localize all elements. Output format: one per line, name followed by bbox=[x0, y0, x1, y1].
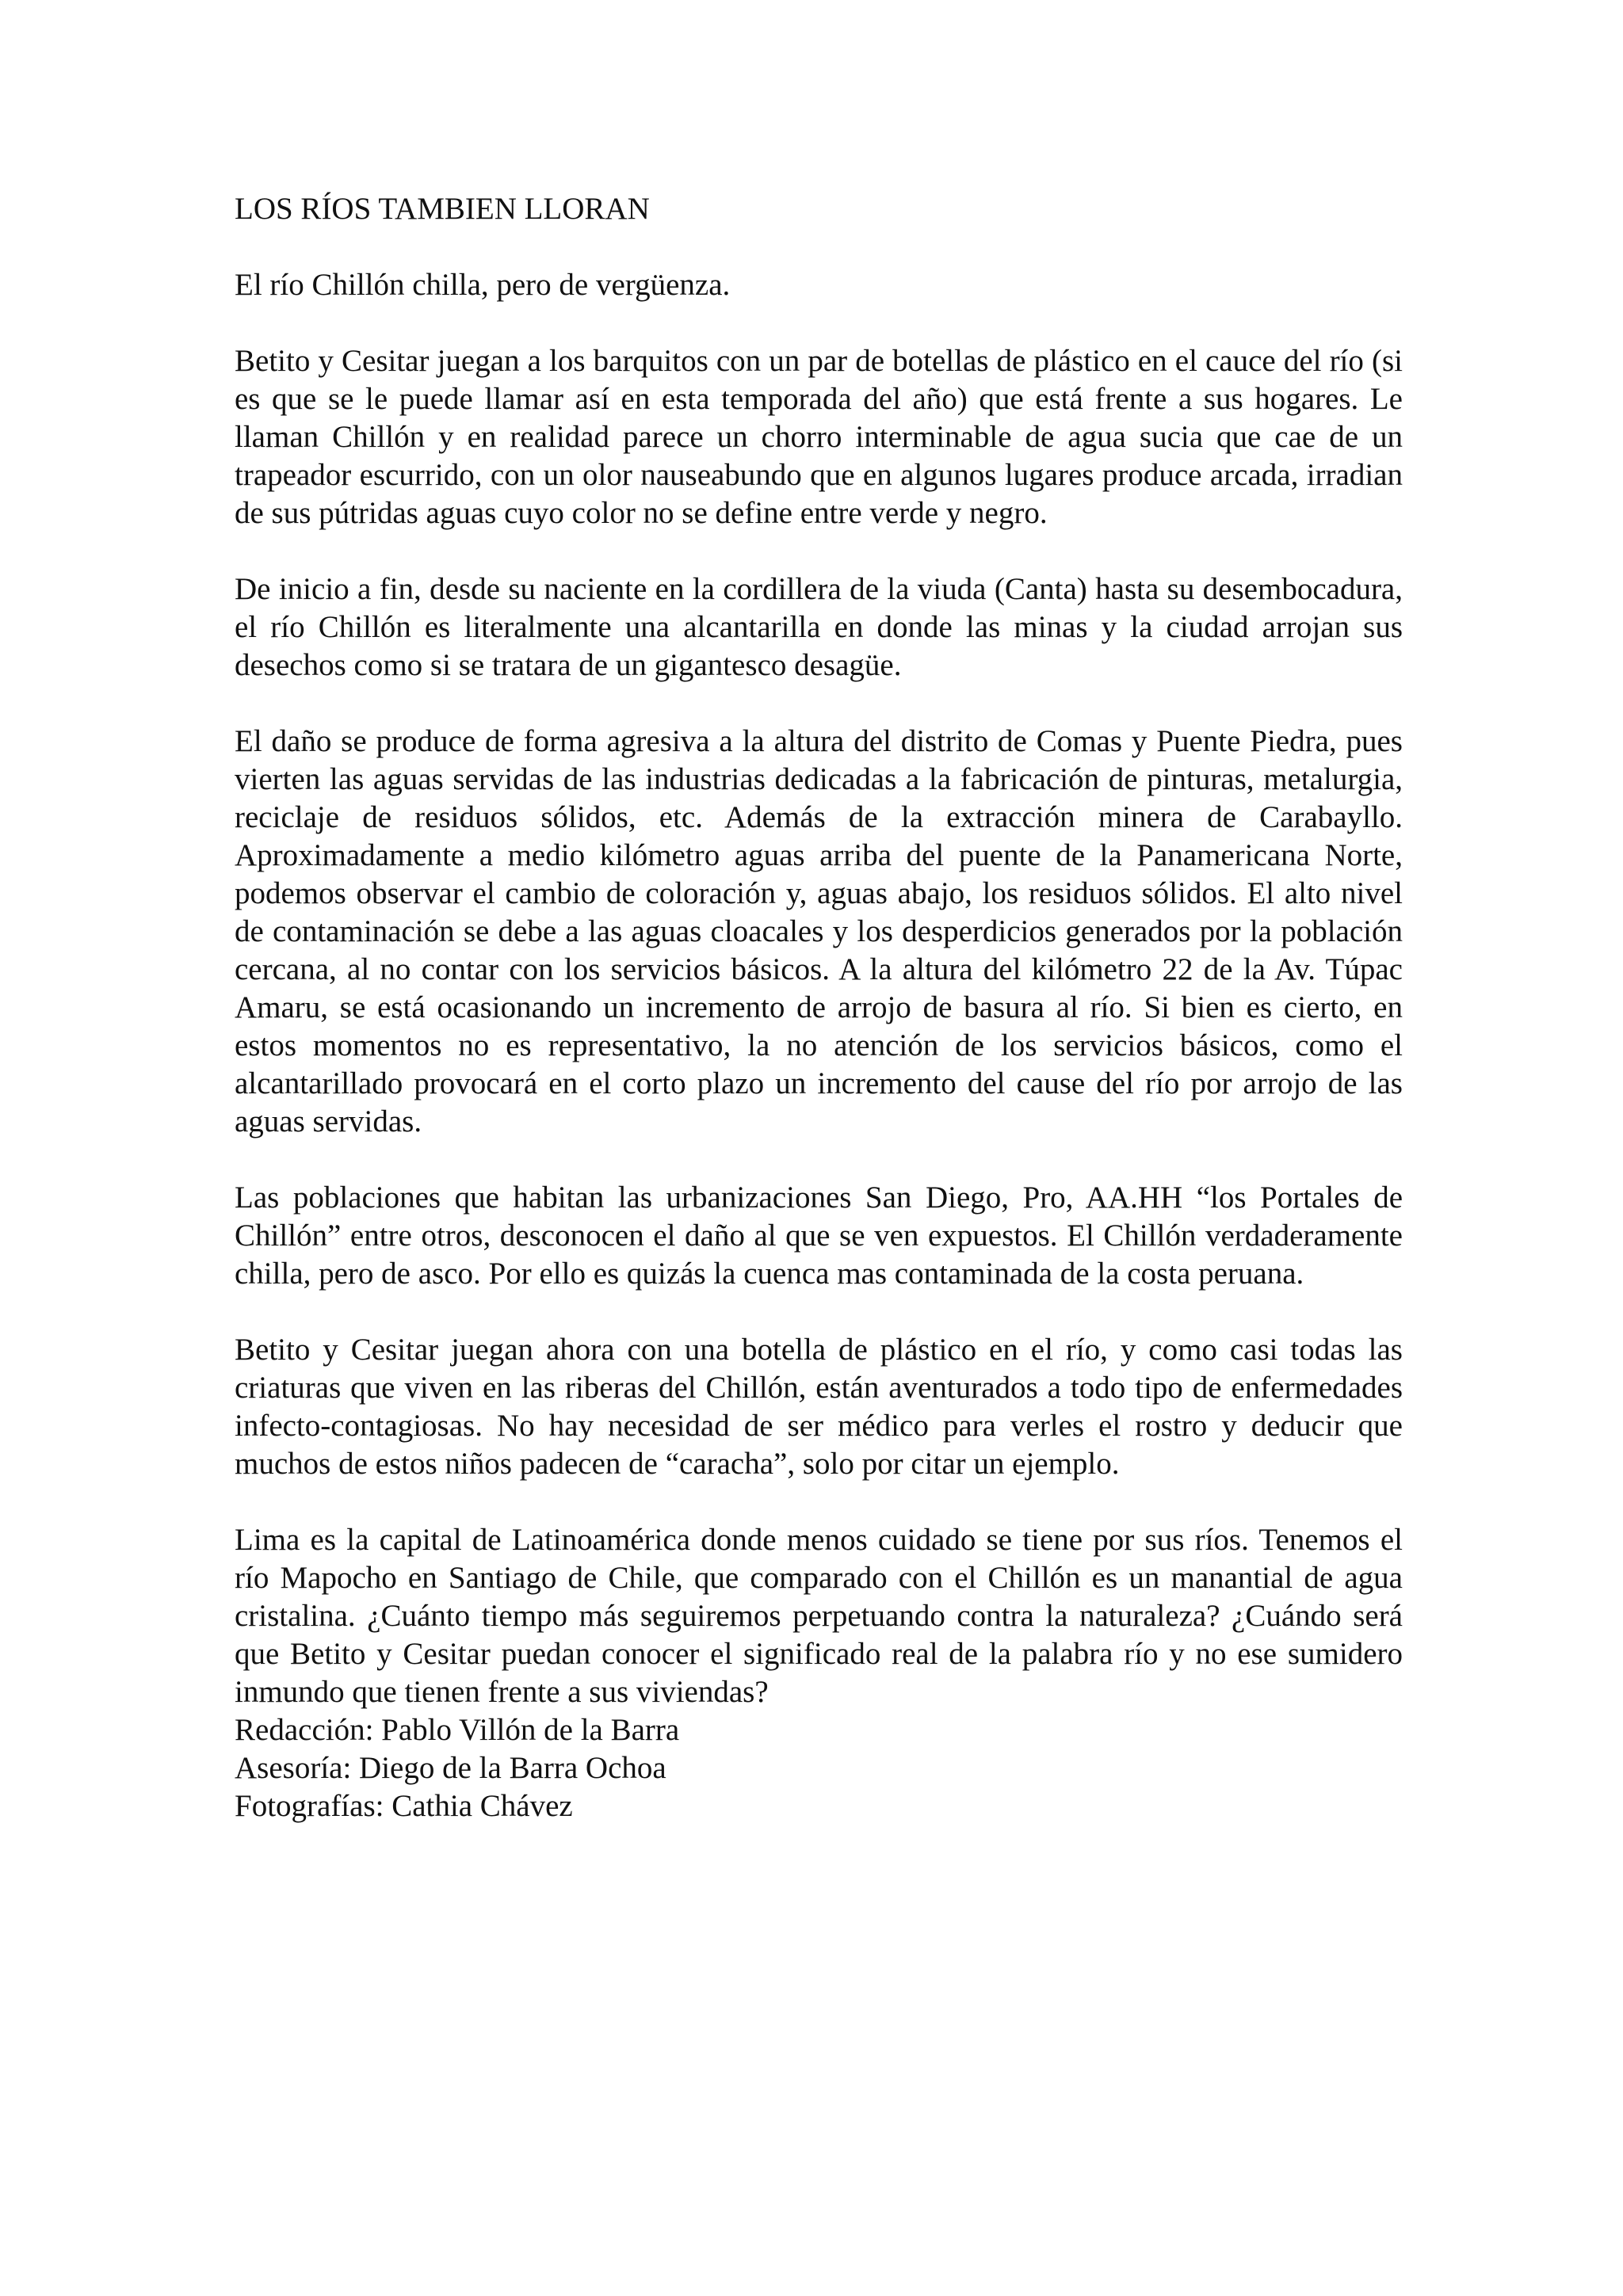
paragraph-1: Betito y Cesitar juegan a los barquitos con un par de botellas de plástico en el cauce del río (si es que se le puede llamar así en esta temporada del año) que está frente a sus hogares. Le llaman Chillón y en realidad parece un chorro interminable de agua sucia que cae de un trapeador escurrido, con un olor nauseabundo que en algunos lugares produce arcada, irradian de sus pútridas aguas cuyo color no se define entre verde y negro. bbox=[235, 344, 1403, 530]
paragraph-6: Lima es la capital de Latinoamérica donde menos cuidado se tiene por sus ríos. Tenemos el río Mapocho en Santiago de Chile, que comparado con el Chillón es un manantial de agua cristalina. ¿Cuánto tiempo más seguiremos perpetuando contra la naturaleza? ¿Cuándo será que Betito y Cesitar puedan conocer el significado real de la palabra río y no ese sumidero inmundo que tienen frente a sus viviendas? bbox=[235, 1523, 1403, 1709]
paragraph-2: De inicio a fin, desde su naciente en la cordillera de la viuda (Canta) hasta su desembocadura, el río Chillón es literalmente una alcantarilla en donde las minas y la ciudad arrojan sus desechos como si se tratara de un gigantesco desagüe. bbox=[235, 572, 1403, 682]
credit-asesoria: Asesoría: Diego de la Barra Ochoa bbox=[235, 1751, 666, 1785]
credit-fotografias: Fotografías: Cathia Chávez bbox=[235, 1789, 573, 1823]
paragraph-5: Betito y Cesitar juegan ahora con una botella de plástico en el río, y como casi todas las criaturas que viven en las riberas del Chillón, están aventurados a todo tipo de enfermedades infecto-contagiosas. No hay necesidad de ser médico para verles el rostro y deducir que muchos de estos niños padecen de “caracha”, solo por citar un ejemplo. bbox=[235, 1333, 1403, 1481]
paragraph-3: El daño se produce de forma agresiva a la altura del distrito de Comas y Puente Piedra, pues vierten las aguas servidas de las industrias dedicadas a la fabricación de pinturas, metalurgia, reciclaje de residuos sólidos, etc. Además de la extracción minera de Carabayllo. Aproximadamente a medio kilómetro aguas arriba del puente de la Panamericana Norte, podemos observar el cambio de coloración y, aguas abajo, los residuos sólidos. El alto nivel de contaminación se debe a las aguas cloacales y los desperdicios generados por la población cercana, al no contar con los servicios básicos. A la altura del kilómetro 22 de la Av. Túpac Amaru, se está ocasionando un incremento de arrojo de basura al río. Si bien es cierto, en estos momentos no es representativo, la no atención de los servicios básicos, como el alcantarillado provocará en el corto plazo un incremento del cause del río por arrojo de las aguas servidas. bbox=[235, 724, 1403, 1138]
credit-redaccion: Redacción: Pablo Villón de la Barra bbox=[235, 1713, 680, 1747]
document-body bbox=[235, 190, 1403, 1825]
paragraph-4: Las poblaciones que habitan las urbanizaciones San Diego, Pro, AA.HH “los Portales de Chillón” entre otros, desconocen el daño al que se ven expuestos. El Chillón verdaderamente chilla, pero de asco. Por ello es quizás la cuenca mas contaminada de la costa peruana. bbox=[235, 1180, 1403, 1291]
credits-block bbox=[235, 1711, 1403, 1825]
document-title: LOS RÍOS TAMBIEN LLORAN bbox=[235, 192, 650, 226]
document-subtitle: El río Chillón chilla, pero de vergüenza. bbox=[235, 268, 731, 302]
